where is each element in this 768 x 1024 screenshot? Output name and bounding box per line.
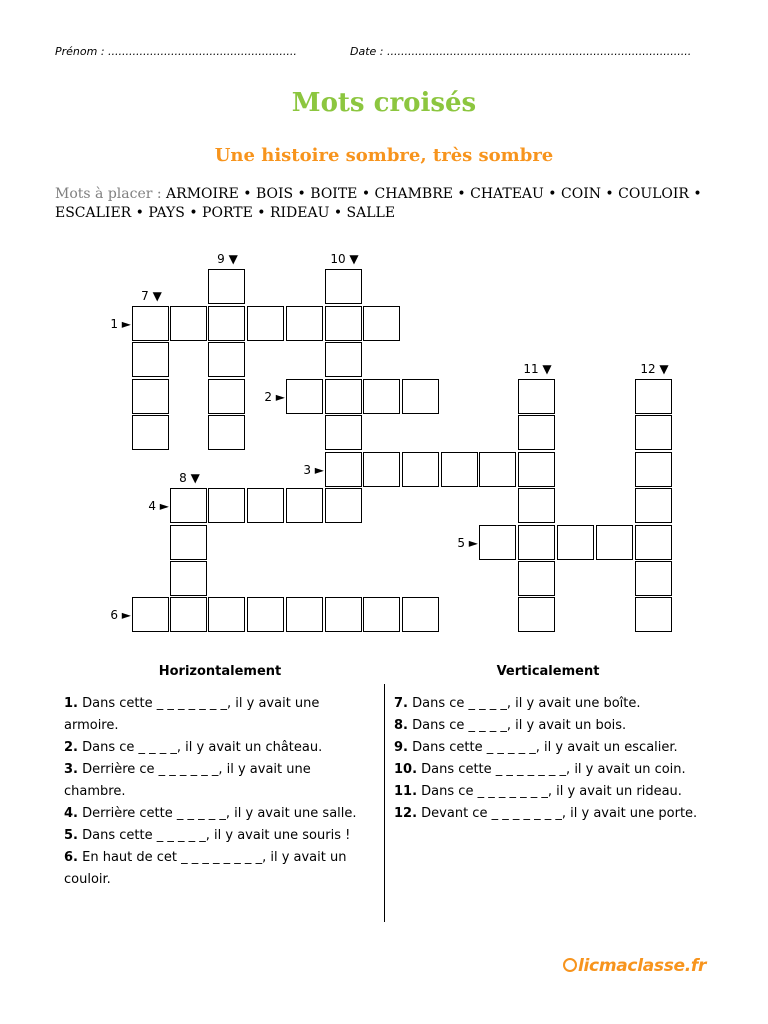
grid-cell[interactable] (132, 415, 169, 450)
grid-cell[interactable] (325, 379, 362, 414)
clicmaclasse-logo (563, 956, 706, 976)
grid-cell[interactable] (402, 597, 439, 632)
grid-cell[interactable] (132, 306, 169, 341)
grid-cell[interactable] (363, 306, 400, 341)
grid-cell[interactable] (132, 379, 169, 414)
grid-cell[interactable] (518, 415, 555, 450)
prenom-field: Prénom : ...................................................... (55, 45, 297, 58)
grid-cell[interactable] (518, 379, 555, 414)
grid-cell[interactable] (247, 488, 284, 523)
grid-cell[interactable] (635, 452, 672, 487)
clue-v9: 9. Dans cette _ _ _ _ _, il y avait un escalier. (394, 740, 678, 755)
grid-cell[interactable] (363, 597, 400, 632)
grid-cell[interactable] (518, 597, 555, 632)
grid-cell[interactable] (635, 379, 672, 414)
clue-h2: 2. Dans ce _ _ _ _, il y avait un château. (64, 740, 323, 755)
page-title: Mots croisés (291, 88, 477, 118)
grid-cell[interactable] (635, 488, 672, 523)
grid-cell[interactable] (247, 306, 284, 341)
grid-cell[interactable] (635, 415, 672, 450)
grid-cell[interactable] (208, 488, 245, 523)
horizontal-clues (64, 693, 376, 891)
grid-cell[interactable] (247, 597, 284, 632)
clue-v8: 8. Dans ce _ _ _ _, il y avait un bois. (394, 718, 627, 733)
grid-cell[interactable] (325, 342, 362, 377)
date-field: Date : ....................................................................................... (350, 45, 692, 58)
grid-cell[interactable] (325, 452, 362, 487)
grid-cell[interactable] (286, 488, 323, 523)
clue-number-9: 9 ▼ (217, 252, 238, 266)
grid-cell[interactable] (170, 488, 207, 523)
grid-cell[interactable] (635, 561, 672, 596)
clue-h4: 4. Derrière cette _ _ _ _ _, il y avait une salle. (64, 806, 357, 821)
grid-cell[interactable] (286, 597, 323, 632)
clue-v7: 7. Dans ce _ _ _ _, il y avait une boîte. (394, 696, 641, 711)
grid-cell[interactable] (518, 452, 555, 487)
grid-cell[interactable] (208, 269, 245, 304)
grid-cell[interactable] (132, 597, 169, 632)
logo-circle-icon (563, 958, 577, 972)
vertical-clues (394, 693, 714, 825)
grid-cell[interactable] (132, 342, 169, 377)
grid-cell[interactable] (325, 488, 362, 523)
word-bank-list: ARMOIRE • BOIS • BOITE • CHAMBRE • CHATEAU • COIN • COULOIR • ESCALIER • PAYS • PORTE • RIDEAU • SALLE (55, 186, 702, 221)
grid-cell[interactable] (208, 597, 245, 632)
clue-h1: 1. Dans cette _ _ _ _ _ _ _, il y avait une armoire. (64, 696, 320, 733)
word-bank-label: Mots à placer : (55, 186, 162, 202)
clue-number-10: 10 ▼ (330, 252, 359, 266)
grid-cell[interactable] (402, 379, 439, 414)
clue-number-6: 6 ► (110, 608, 131, 622)
grid-cell[interactable] (635, 525, 672, 560)
grid-cell[interactable] (208, 342, 245, 377)
grid-cell[interactable] (208, 306, 245, 341)
grid-cell[interactable] (518, 488, 555, 523)
grid-cell[interactable] (557, 525, 594, 560)
clue-v11: 11. Dans ce _ _ _ _ _ _ _, il y avait un rideau. (394, 784, 682, 799)
grid-cell[interactable] (325, 415, 362, 450)
clue-number-2: 2 ► (264, 390, 285, 404)
clue-v10: 10. Dans cette _ _ _ _ _ _ _, il y avait un coin. (394, 762, 686, 777)
grid-cell[interactable] (208, 379, 245, 414)
logo-text: licmaclasse.fr (578, 956, 707, 976)
clue-h6: 6. En haut de cet _ _ _ _ _ _ _ _, il y avait un couloir. (64, 850, 347, 887)
horizontal-title: Horizontalement (158, 664, 282, 679)
grid-cell[interactable] (479, 525, 516, 560)
grid-cell[interactable] (325, 597, 362, 632)
column-divider (384, 684, 385, 922)
clue-number-12: 12 ▼ (640, 362, 669, 376)
grid-cell[interactable] (170, 306, 207, 341)
clue-h5: 5. Dans cette _ _ _ _ _, il y avait une souris ! (64, 828, 351, 843)
grid-cell[interactable] (286, 306, 323, 341)
grid-cell[interactable] (596, 525, 633, 560)
grid-cell[interactable] (325, 269, 362, 304)
clue-v12: 12. Devant ce _ _ _ _ _ _ _, il y avait une porte. (394, 806, 698, 821)
grid-cell[interactable] (402, 452, 439, 487)
grid-cell[interactable] (518, 561, 555, 596)
grid-cell[interactable] (363, 379, 400, 414)
grid-cell[interactable] (170, 525, 207, 560)
clue-number-7: 7 ▼ (141, 289, 162, 303)
grid-cell[interactable] (635, 597, 672, 632)
grid-cell[interactable] (518, 525, 555, 560)
clue-number-3: 3 ► (303, 463, 324, 477)
grid-cell[interactable] (363, 452, 400, 487)
clue-number-5: 5 ► (457, 536, 478, 550)
clue-number-4: 4 ► (148, 499, 169, 513)
grid-cell[interactable] (325, 306, 362, 341)
grid-cell[interactable] (286, 379, 323, 414)
clue-number-11: 11 ▼ (523, 362, 552, 376)
grid-cell[interactable] (170, 561, 207, 596)
grid-cell[interactable] (441, 452, 478, 487)
clue-number-8: 8 ▼ (179, 471, 200, 485)
vertical-title: Verticalement (496, 664, 600, 679)
page-subtitle: Une histoire sombre, très sombre (214, 145, 554, 166)
grid-cell[interactable] (208, 415, 245, 450)
clue-number-1: 1 ► (110, 317, 131, 331)
clue-h3: 3. Derrière ce _ _ _ _ _ _, il y avait une chambre. (64, 762, 311, 799)
grid-cell[interactable] (479, 452, 516, 487)
grid-cell[interactable] (170, 597, 207, 632)
